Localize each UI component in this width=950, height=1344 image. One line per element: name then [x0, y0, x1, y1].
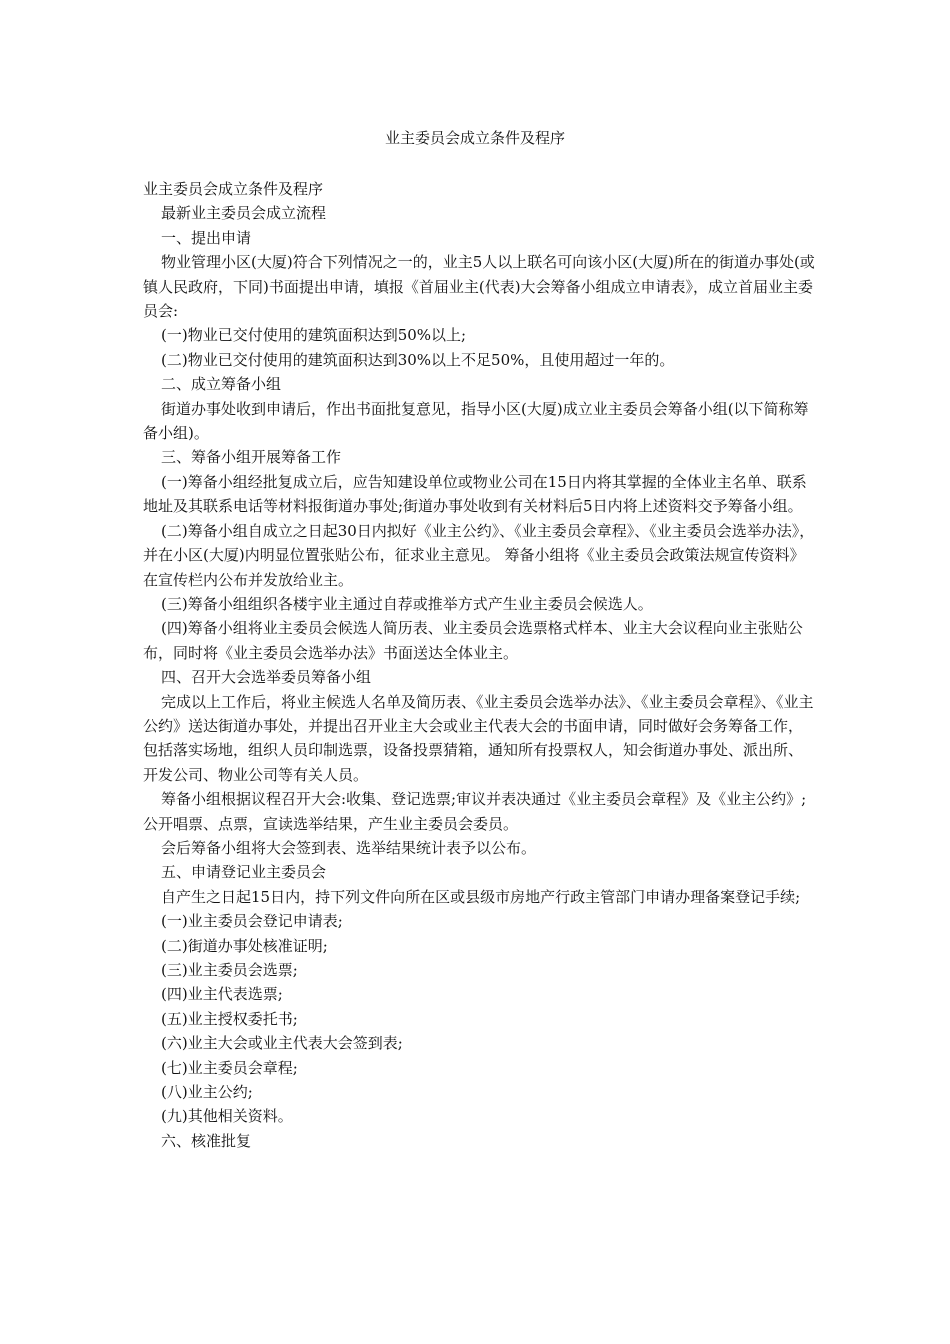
- paragraph: 会后筹备小组将大会签到表、选举结果统计表予以公布。: [161, 838, 537, 857]
- paragraph: 自产生之日起15日内，持下列文件向所在区或县级市房地产行政主管部门申请办理备案登记手续;: [161, 887, 801, 906]
- paragraph: (六)业主大会或业主代表大会签到表;: [161, 1034, 403, 1053]
- paragraph: (一)物业已交付使用的建筑面积达到50%以上;: [161, 326, 467, 345]
- paragraph: (二)筹备小组自成立之日起30日内拟好《业主公约》、《业主委员会章程》、《业主委员会选举办法》，并在小区(大厦)内明显位置张贴公布，征求业主意见。 筹备小组将《业主委员会政策法规宣传资料》在宣传栏内公布并发放给业主。: [143, 521, 815, 589]
- paragraph: (九)其他相关资料。: [161, 1107, 293, 1126]
- document-title: 业主委员会成立条件及程序: [384, 129, 565, 147]
- paragraph: 业主委员会成立条件及程序: [143, 180, 324, 198]
- paragraph: (三)筹备小组组织各楼宇业主通过自荐或推举方式产生业主委员会候选人。: [161, 594, 653, 613]
- paragraph: 六、核准批复: [161, 1131, 252, 1150]
- paragraph: 完成以上工作后，将业主候选人名单及简历表、《业主委员会选举办法》、《业主委员会章程》、《业主公约》送达街道办事处，并提出召开业主大会或业主代表大会的书面申请，同时做好会务筹备工作，包括落实场地，组织人员印制选票，设备投票猜箱，通知所有投票权人，知会街道办事处、派出所、开发公司、物业公司等有关人员。: [143, 692, 814, 784]
- paragraph: 五、申请登记业主委员会: [161, 863, 327, 882]
- paragraph: (七)业主委员会章程;: [161, 1058, 298, 1077]
- paragraph: 最新业主委员会成立流程: [161, 204, 327, 223]
- paragraph: (五)业主授权委托书;: [161, 1009, 298, 1028]
- document-body: [143, 177, 815, 1153]
- paragraph: (四)业主代表选票;: [161, 985, 283, 1004]
- paragraph: 筹备小组根据议程召开大会:收集、登记选票;审议并表决通过《业主委员会章程》及《业主公约》;公开唱票、点票，宣读选举结果，产生业主委员会委员。: [143, 790, 807, 833]
- paragraph: (二)街道办事处核准证明;: [161, 936, 328, 955]
- paragraph: 一、提出申请: [161, 228, 252, 247]
- paragraph: 二、成立筹备小组: [161, 375, 282, 394]
- paragraph: (四)筹备小组将业主委员会候选人简历表、业主委员会选票格式样本、业主大会议程向业主张贴公布，同时将《业主委员会选举办法》书面送达全体业主。: [143, 619, 803, 662]
- paragraph: 三、筹备小组开展筹备工作: [161, 448, 342, 467]
- paragraph: (二)物业已交付使用的建筑面积达到30%以上不足50%，且使用超过一年的。: [161, 350, 675, 369]
- paragraph: (一)筹备小组经批复成立后，应告知建设单位或物业公司在15日内将其掌握的全体业主名单、联系地址及其联系电话等材料报街道办事处;街道办事处收到有关材料后5日内将上述资料交予筹备小组。: [143, 472, 807, 516]
- paragraph: 四、召开大会选举委员筹备小组: [161, 668, 372, 687]
- paragraph: 物业管理小区(大厦)符合下列情况之一的，业主5人以上联名可向该小区(大厦)所在的街道办事处(或镇人民政府，下同)书面提出申请，填报《首届业主(代表)大会筹备小组成立申请表》，成立首届业主委员会:: [143, 253, 815, 321]
- paragraph: (三)业主委员会选票;: [161, 961, 298, 979]
- paragraph: (八)业主公约;: [161, 1083, 253, 1102]
- paragraph: 街道办事处收到申请后，作出书面批复意见，指导小区(大厦)成立业主委员会筹备小组(以下简称筹备小组)。: [143, 399, 809, 443]
- paragraph: (一)业主委员会登记申请表;: [161, 912, 343, 931]
